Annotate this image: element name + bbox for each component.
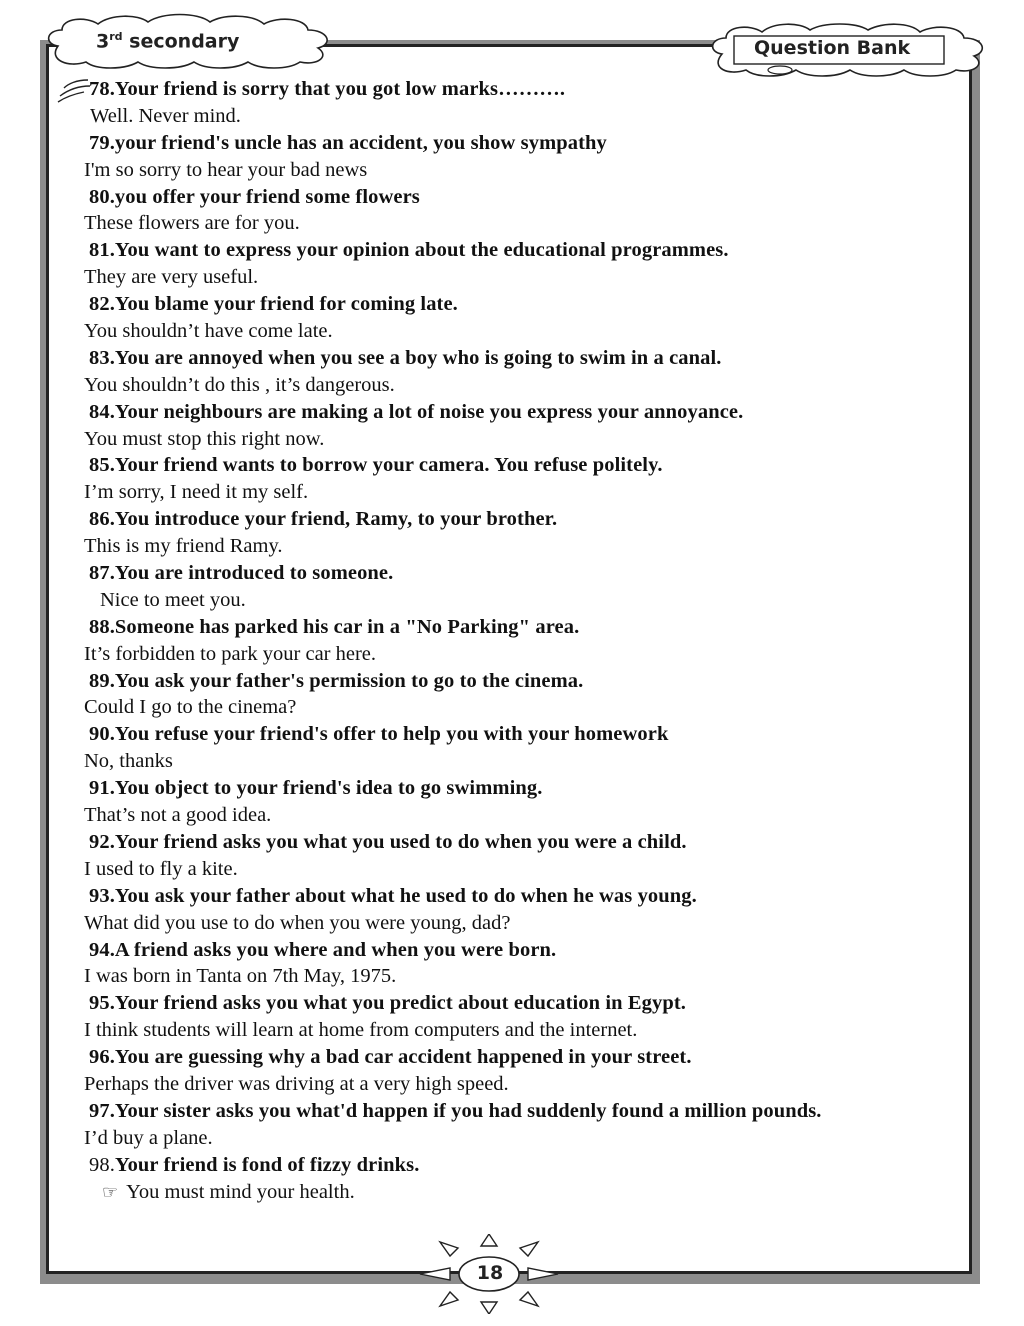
answer-line: I’m sorry, I need it my self. xyxy=(84,481,309,504)
question-line: 97.Your sister asks you what'd happen if you had suddenly found a million pounds. xyxy=(89,1099,822,1122)
question-line: 79.your friend's uncle has an accident, you show sympathy xyxy=(89,131,607,154)
question-line: 85.Your friend wants to borrow your camera. You refuse politely. xyxy=(89,454,663,477)
question-line: 93.You ask your father about what he used to do when he was young. xyxy=(89,884,697,907)
question-line xyxy=(84,1152,964,1179)
answer-line: You shouldn’t do this , it’s dangerous. xyxy=(84,373,395,396)
page-number: 18 xyxy=(476,1262,504,1284)
answer-line: This is my friend Ramy. xyxy=(84,535,283,558)
question-line: 89.You ask your father's permission to go to the cinema. xyxy=(89,669,584,692)
answer-line: No, thanks xyxy=(84,750,173,773)
answer-line: I’d buy a plane. xyxy=(84,1126,213,1149)
question-line: 94.A friend asks you where and when you were born. xyxy=(89,938,557,961)
question-line: 92.Your friend asks you what you used to do when you were a child. xyxy=(89,830,687,853)
answer-line: It’s forbidden to park your car here. xyxy=(84,642,377,665)
answer-line: Nice to meet you. xyxy=(100,588,246,611)
answer-line: I think students will learn at home from computers and the internet. xyxy=(84,1019,638,1042)
question-line: 84.Your neighbours are making a lot of noise you express your annoyance. xyxy=(89,400,744,423)
answer-line: What did you use to do when you were young, dad? xyxy=(84,911,511,934)
question-line: 90.You refuse your friend's offer to help you with your homework xyxy=(89,723,669,746)
answer-line: Perhaps the driver was driving at a very high speed. xyxy=(84,1072,509,1095)
question-bank-title: Question Bank xyxy=(754,37,911,59)
answer-line xyxy=(84,1179,964,1206)
question-line: 91.You object to your friend's idea to go swimming. xyxy=(89,777,543,800)
question-line: 81.You want to express your opinion about the educational programmes. xyxy=(89,239,729,262)
question-line: 88.Someone has parked his car in a "No Parking" area. xyxy=(89,615,580,638)
pointing-hand-icon: ☞ xyxy=(102,1181,119,1203)
question-line: 96.You are guessing why a bad car accident happened in your street. xyxy=(89,1046,692,1069)
answer-text: You must mind your health. xyxy=(126,1180,355,1203)
question-number: 98. xyxy=(89,1153,115,1176)
answer-line: You shouldn’t have come late. xyxy=(84,320,333,343)
answer-line: These flowers are for you. xyxy=(84,212,300,235)
question-line: 95.Your friend asks you what you predict about education in Egypt. xyxy=(89,992,687,1015)
answer-line: I was born in Tanta on 7th May, 1975. xyxy=(84,965,397,988)
answer-line: Could I go to the cinema? xyxy=(84,696,297,719)
question-line: 78.Your friend is sorry that you got low marks………. xyxy=(89,78,566,100)
question-line: 86.You introduce your friend, Ramy, to your brother. xyxy=(89,508,558,531)
question-list xyxy=(84,76,964,1205)
grade-label: 3rd secondary xyxy=(96,30,240,53)
answer-line: That’s not a good idea. xyxy=(84,804,272,827)
answer-line: Well. Never mind. xyxy=(90,104,241,127)
answer-line: You must stop this right now. xyxy=(84,427,325,450)
question-line: 87.You are introduced to someone. xyxy=(89,562,394,585)
answer-line: I'm so sorry to hear your bad news xyxy=(84,158,368,181)
answer-line: They are very useful. xyxy=(84,266,259,289)
question-line: 82.You blame your friend for coming late. xyxy=(89,293,458,316)
answer-line: I used to fly a kite. xyxy=(84,857,238,880)
question-line: 80.you offer your friend some flowers xyxy=(89,185,420,208)
question-text: Your friend is fond of fizzy drinks. xyxy=(114,1153,420,1176)
question-line: 83.You are annoyed when you see a boy who is going to swim in a canal. xyxy=(89,346,722,369)
